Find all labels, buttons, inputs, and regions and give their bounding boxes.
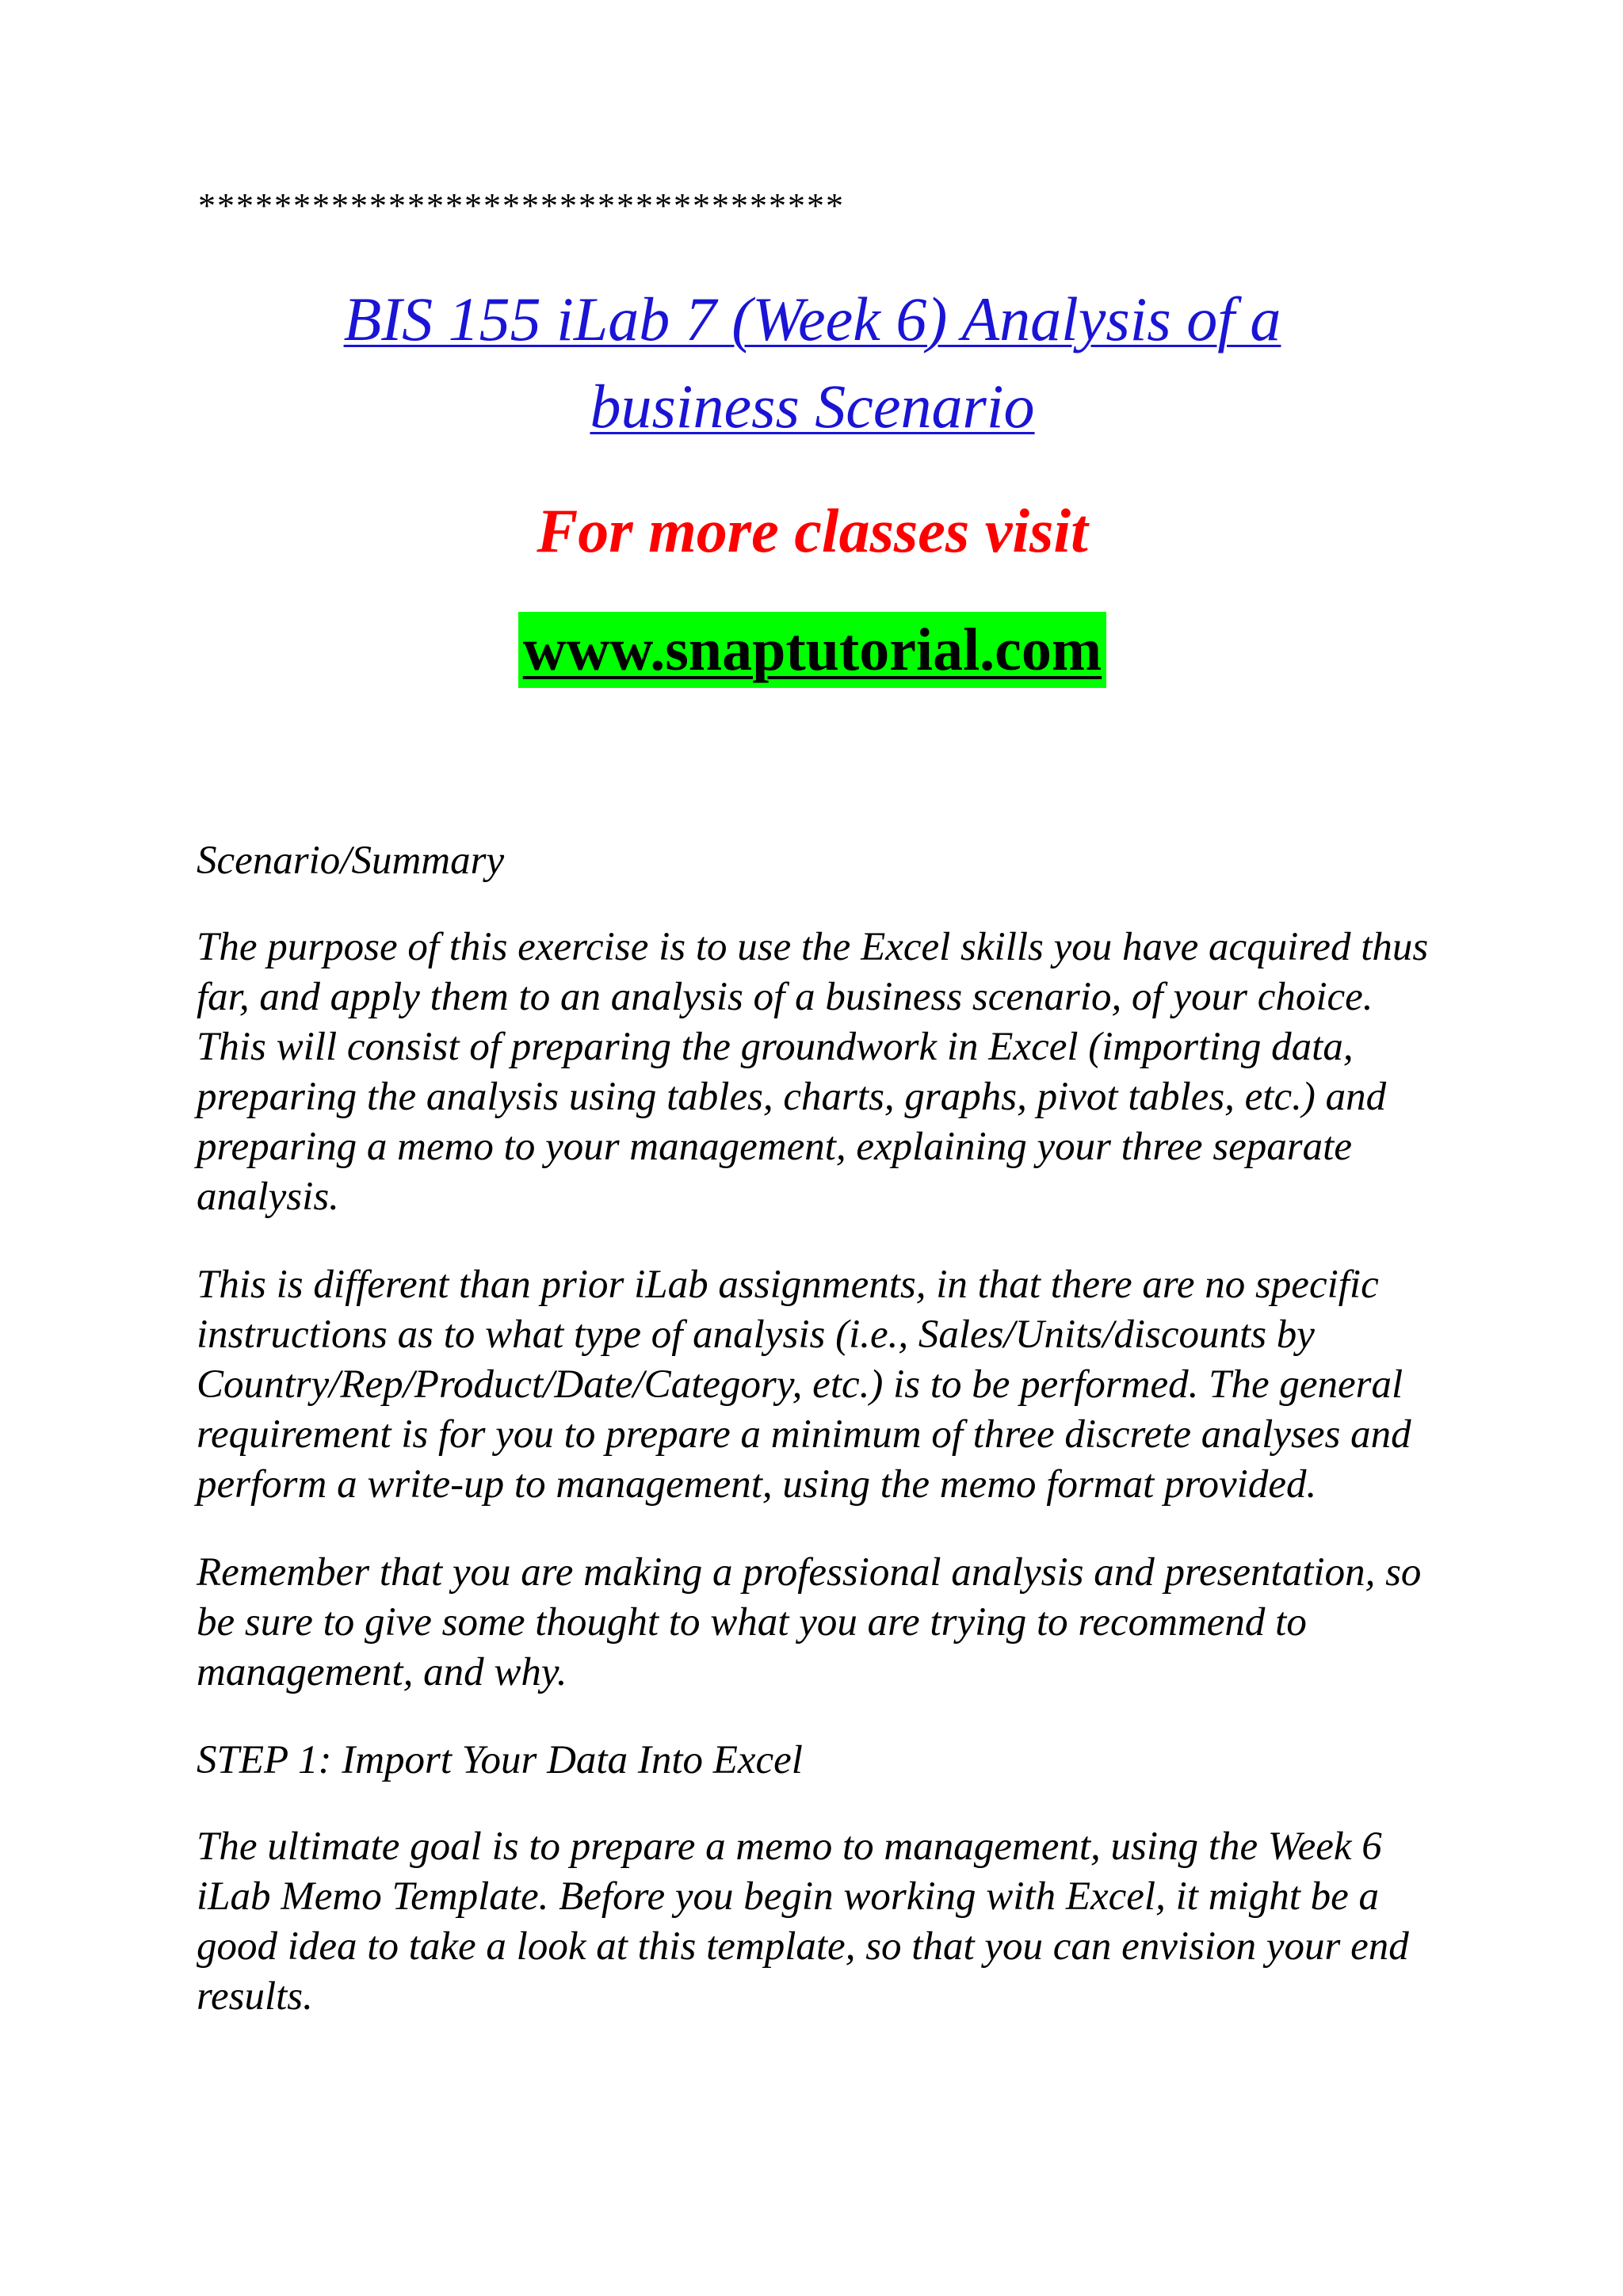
paragraph-difference: This is different than prior iLab assignments, in that there are no specific instructions as to what type of analysis (i.e., Sales/Units/discounts by Country/Rep/Product/Date/Category, etc.) is to be performed. The general requirement is for you to prepare a minimum of three discrete analyses and perform a write-up to management, using the memo format provided. [197, 1263, 1411, 1507]
section-heading-scenario: Scenario/Summary [197, 839, 505, 883]
page-title [198, 276, 1426, 450]
separator-stars: ********************************** [198, 186, 845, 225]
paragraph-purpose: The purpose of this exercise is to use the Excel skills you have acquired thus far, and apply them to an analysis of a business scenario, of your choice. This will consist of preparing the groundwork in Excel (importing data, preparing the analysis using tables, charts, graphs, pivot tables, etc.) and preparing a memo to your management, explaining your three separate analysis. [197, 925, 1429, 1219]
promo-text: For more classes visit [537, 496, 1088, 565]
paragraph-goal: The ultimate goal is to prepare a memo to management, using the Week 6 iLab Memo Template. Before you begin working with Excel, it might be a good idea to take a look at this template, so that you can envision your end results. [197, 1824, 1409, 2019]
title-link[interactable] [344, 285, 1281, 441]
section-heading-step1: STEP 1: Import Your Data Into Excel [197, 1738, 803, 1782]
site-link[interactable]: www.snaptutorial.com [518, 612, 1106, 688]
paragraph-remember: Remember that you are making a professional analysis and presentation, so be sure to give some thought to what you are trying to recommend to management, and why. [197, 1550, 1422, 1694]
document-body [197, 836, 1449, 2060]
title-line-2: business Scenario [590, 372, 1035, 441]
site-link-container [198, 612, 1426, 688]
title-line-1: BIS 155 iLab 7 (Week 6) Analysis of a [343, 285, 1281, 353]
